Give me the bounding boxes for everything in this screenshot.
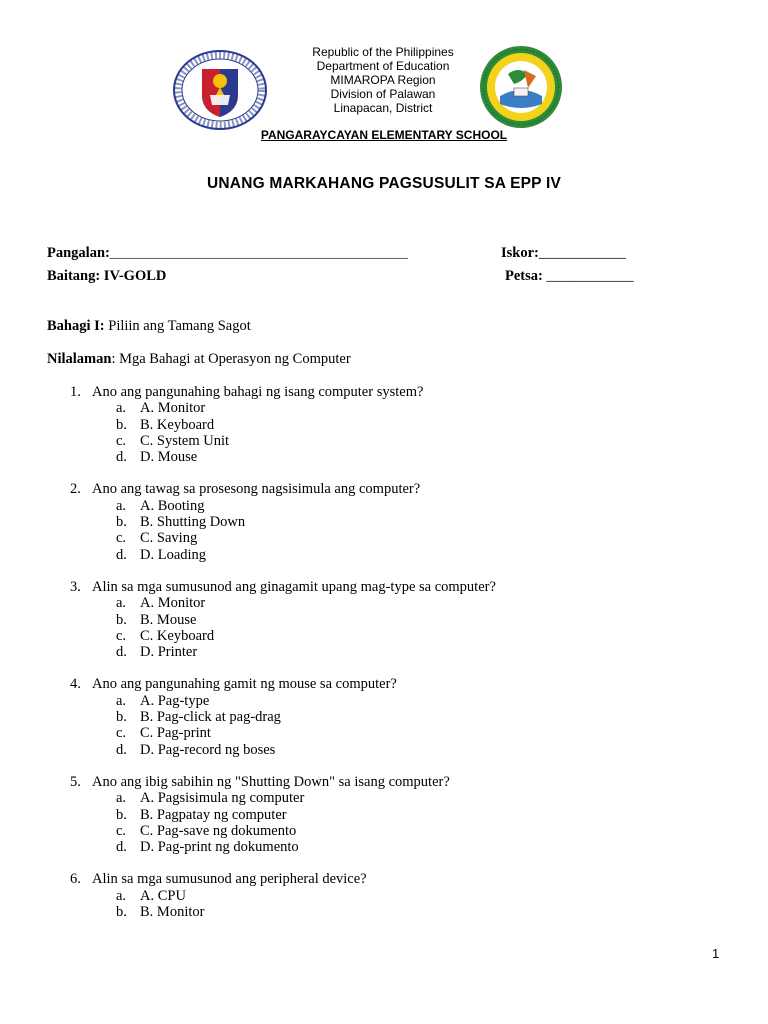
option-item <box>70 807 496 823</box>
option-item <box>70 693 496 709</box>
header-line-region: MIMAROPA Region <box>330 73 436 87</box>
option-letter: d. <box>116 546 127 563</box>
option-letter: c. <box>116 530 127 547</box>
question-text: Ano ang ibig sabihin ng "Shutting Down" sa isang computer? <box>92 773 450 790</box>
option-text: C. Pag-save ng dokumento <box>140 822 297 839</box>
option-text: D. Pag-record ng boses <box>140 741 276 758</box>
header-line-department: Department of Education <box>316 59 450 73</box>
option-item <box>70 709 496 725</box>
option-item <box>70 595 496 611</box>
question-6 <box>70 871 496 920</box>
question-3 <box>70 579 496 660</box>
option-text: A. Monitor <box>140 400 206 417</box>
option-text: A. Monitor <box>140 595 206 612</box>
section-label: Bahagi I: <box>47 318 105 334</box>
question-number: 5. <box>70 773 81 790</box>
option-letter: c. <box>116 822 127 839</box>
option-item <box>70 644 496 660</box>
school-name: PANGARAYCAYAN ELEMENTARY SCHOOL <box>260 128 508 142</box>
question-number: 2. <box>70 481 81 498</box>
option-letter: a. <box>116 595 127 612</box>
option-item <box>70 628 496 644</box>
option-text: D. Printer <box>140 644 198 661</box>
question-4 <box>70 676 496 757</box>
question-text: Ano ang pangunahing gamit ng mouse sa computer? <box>92 676 397 693</box>
option-item <box>70 725 496 741</box>
option-item <box>70 433 496 449</box>
option-text: C. Keyboard <box>140 627 215 644</box>
date-field <box>505 268 633 285</box>
option-item <box>70 417 496 433</box>
name-blank: _______________________________________________ <box>109 246 408 260</box>
option-text: C. Saving <box>140 530 198 547</box>
option-item <box>70 790 496 806</box>
option-text: B. Shutting Down <box>140 514 246 531</box>
option-letter: c. <box>116 432 127 449</box>
option-text: C. System Unit <box>140 432 230 449</box>
option-item <box>70 449 496 465</box>
option-letter: b. <box>116 709 127 726</box>
header-address <box>283 45 483 115</box>
score-blank: ____________ <box>538 245 626 261</box>
question-number: 1. <box>70 384 81 400</box>
question-number: 4. <box>70 676 81 693</box>
question-5 <box>70 774 496 855</box>
grade-value: IV-GOLD <box>103 268 167 284</box>
content-text: : Mga Bahagi at Operasyon ng Computer <box>111 351 351 367</box>
score-field <box>501 245 626 262</box>
option-item <box>70 514 496 530</box>
option-text: B. Keyboard <box>140 416 215 433</box>
option-item <box>70 530 496 546</box>
option-text: A. Pag-type <box>140 692 210 709</box>
option-letter: d. <box>116 644 127 661</box>
header-line-republic: Republic of the Philippines <box>312 45 454 59</box>
name-field <box>47 245 408 262</box>
option-item <box>70 547 496 563</box>
option-text: A. Pagsisimula ng computer <box>140 790 305 807</box>
question-number: 6. <box>70 871 81 888</box>
content-label: Nilalaman <box>47 351 112 367</box>
question-text: Alin sa mga sumusunod ang ginagamit upang mag-type sa computer? <box>92 578 496 595</box>
option-text: B. Pagpatay ng computer <box>140 806 287 823</box>
option-letter: d. <box>116 449 127 466</box>
date-blank: ____________ <box>546 268 634 284</box>
grade-field <box>47 268 166 285</box>
option-letter: b. <box>116 806 127 823</box>
option-letter: a. <box>116 692 127 709</box>
option-item <box>70 498 496 514</box>
question-1 <box>70 384 496 465</box>
option-text: D. Pag-print ng dokumento <box>140 839 299 856</box>
option-item <box>70 400 496 416</box>
option-letter: a. <box>116 400 127 417</box>
question-text: Ano ang tawag sa prosesong nagsisimula ang computer? <box>92 481 421 498</box>
deped-seal-icon <box>172 49 268 131</box>
question-text: Ano ang pangunahing bahagi ng isang computer system? <box>92 384 424 400</box>
option-item <box>70 742 496 758</box>
section-text: Piliin ang Tamang Sagot <box>108 318 251 334</box>
grade-label: Baitang: <box>47 268 101 284</box>
option-item <box>70 904 496 920</box>
header-line-district: Linapacan, District <box>333 101 433 115</box>
question-list <box>70 384 496 936</box>
school-seal-icon <box>478 44 564 130</box>
option-letter: a. <box>116 790 127 807</box>
option-item <box>70 839 496 855</box>
option-letter: d. <box>116 741 127 758</box>
header-line-division: Division of Palawan <box>330 87 436 101</box>
option-letter: a. <box>116 497 127 514</box>
option-text: B. Mouse <box>140 611 197 628</box>
option-text: C. Pag-print <box>140 725 211 742</box>
content-heading <box>47 351 351 368</box>
option-text: D. Loading <box>140 546 207 563</box>
option-letter: b. <box>116 416 127 433</box>
option-text: B. Monitor <box>140 904 205 921</box>
option-letter: b. <box>116 904 127 921</box>
option-text: D. Mouse <box>140 449 198 466</box>
option-item <box>70 823 496 839</box>
option-letter: c. <box>116 627 127 644</box>
option-text: B. Pag-click at pag-drag <box>140 709 281 726</box>
option-item <box>70 888 496 904</box>
option-text: A. Booting <box>140 497 205 514</box>
option-item <box>70 612 496 628</box>
option-letter: b. <box>116 611 127 628</box>
option-text: A. CPU <box>140 887 186 904</box>
section-heading <box>47 318 251 335</box>
page-number: 1 <box>712 946 720 961</box>
date-label: Petsa: <box>505 268 543 284</box>
option-letter: a. <box>116 887 127 904</box>
question-2 <box>70 481 496 562</box>
name-label: Pangalan: <box>47 245 110 261</box>
question-number: 3. <box>70 578 81 595</box>
option-letter: d. <box>116 839 127 856</box>
option-letter: c. <box>116 725 127 742</box>
score-label: Iskor: <box>501 245 539 261</box>
option-letter: b. <box>116 514 127 531</box>
exam-title: UNANG MARKAHANG PAGSUSULIT SA EPP IV <box>207 175 561 192</box>
question-text: Alin sa mga sumusunod ang peripheral device? <box>92 871 367 888</box>
